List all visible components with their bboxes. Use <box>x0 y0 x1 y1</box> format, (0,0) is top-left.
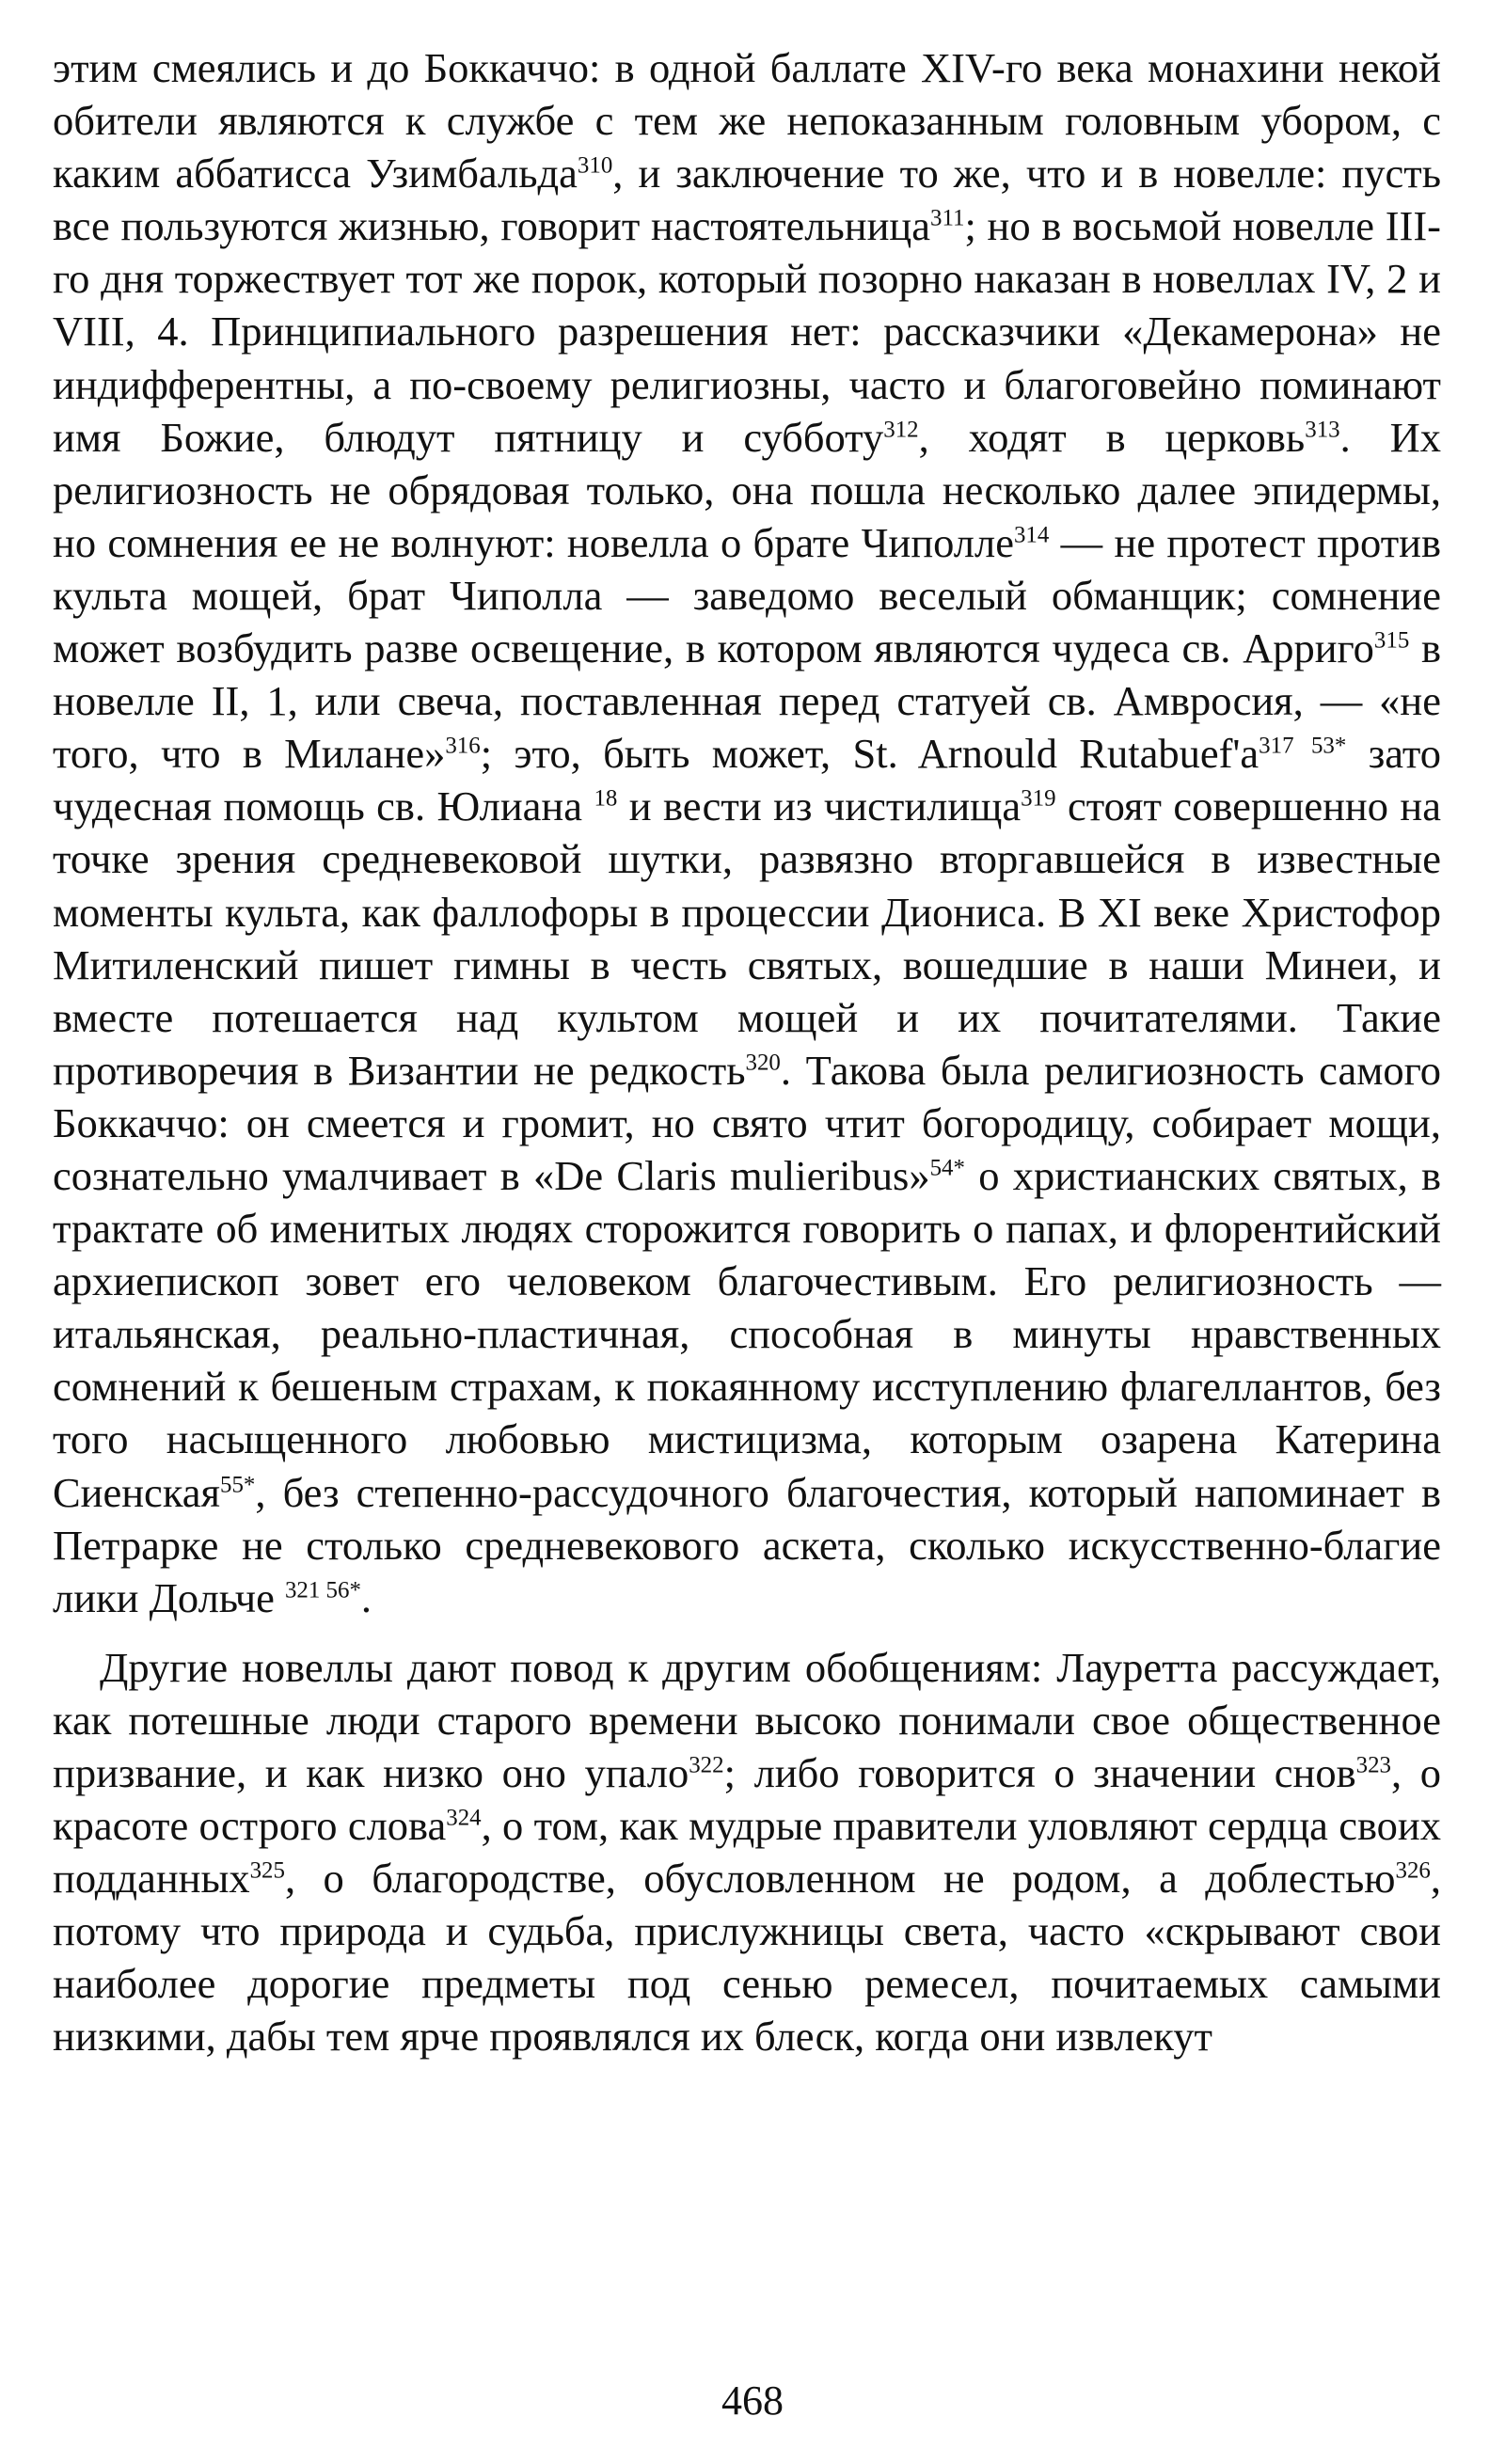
text-run: , о благородстве, обусловленном не родом, а доблестью <box>284 1855 1396 1903</box>
footnote-marker: 325 <box>249 1857 285 1884</box>
footnote-marker: 18 <box>594 785 618 812</box>
text-run: . Их религиозность не обрядовая только, она пошла несколько далее эпидермы, но сомнения ее не волнуют: новелла о брате Чиполле <box>53 413 1441 566</box>
footnote-marker: 322 <box>689 1752 724 1778</box>
text-run: , потому что природа и судьба, прислужницы света, часто «скрывают свои наиболее дорогие предметы под сенью ремесел, почитаемых самыми низкими, дабы тем ярче проявлялся их блеск, когда они извлекут <box>53 1855 1441 2061</box>
text-run: ; но в восьмой новелле III-го дня торжествует тот же порок, который позорно наказан в новеллах IV, 2 и VIII, 4. Принципиального разрешения нет: рассказчики «Декамерона» не индифферентны, а по-своему религиозны, часто и благоговейно поминают имя Божие, блюдут пятницу и субботу <box>53 202 1442 461</box>
footnote-marker: 313 <box>1305 417 1340 443</box>
text-run: , о том, как мудрые правители уловляют сердца своих подданных <box>53 1802 1441 1903</box>
footnote-marker: 326 <box>1395 1857 1431 1884</box>
footnote-marker: 324 <box>446 1805 482 1831</box>
footnote-marker: 320 <box>745 1050 781 1076</box>
footnote-marker: 314 <box>1013 522 1050 548</box>
footnote-marker: 323 <box>1355 1752 1391 1778</box>
footnote-marker: 312 <box>883 417 919 443</box>
text-run: , и заключение то же, что и в новелле: пусть все пользуются жизнью, говорит настоятельница <box>53 150 1441 250</box>
text-run: этим смеялись и до Боккаччо: в одной баллате XIV-го века монахини некой обители являются к службе с тем же непоказанным головным убором, с каким аббатисса Узимбальда <box>53 44 1441 197</box>
footnote-marker: 315 <box>1373 627 1410 654</box>
text-run: зато чудесная помощь св. Юлиана <box>53 730 1441 830</box>
text-run: — не протест против культа мощей, брат Чиполла — заведомо веселый обманщик; сомнение может возбудить разве освещение, в котором являются чудеса св. Арриго <box>53 518 1441 672</box>
footnote-marker: 321 56* <box>284 1577 361 1603</box>
text-run: . Такова была религиозность самого Боккаччо: он смеется и громит, но свято чтит богородицу, собирает мощи, сознательно умалчивает в «De Claris mulieribus» <box>53 1046 1441 1199</box>
footnote-marker: 317 53* <box>1259 733 1347 759</box>
text-run: ; либо говорится о значении снов <box>723 1749 1356 1796</box>
page-body <box>53 41 1441 2430</box>
text-run: стоят совершенно на точке зрения средневековой шутки, развязно вторгавшейся в известные моменты культа, как фаллофоры в процессии Диониса. В XI веке Христофор Митиленский пишет гимны в честь святых, вошедшие в наши Минеи, и вместе потешается над культом мощей и их почитателями. Такие противоречия в Византии не редкость <box>53 782 1441 1094</box>
footnote-marker: 54* <box>929 1155 965 1181</box>
text-run: о христианских святых, в трактате об именитых людях сторожится говорить о папах, и флорентийский архиепископ зовет его человеком благочестивым. Его религиозность — итальянская, реально-пластичная, способная в минуты нравственных сомнений к бешеным страхам, к покаянному исступлению флагеллантов, без того насыщенного любовью мистицизма, которым озарена Катерина Сиенская <box>53 1151 1441 1516</box>
footnote-marker: 319 <box>1021 785 1056 812</box>
text-run: ; это, быть может, St. Arnould Rutabuef'a <box>480 730 1259 778</box>
text-run: Другие новеллы дают повод к другим обобщениям: Лауретта рассуждает, как потешные люди старого времени высоко понимали свое общественное призвание, и как низко оно упало <box>53 1643 1441 1796</box>
text-run: , без степенно-рассудочного благочестия, который напоминает в Петрарке не столько средневекового аскета, сколько искусственно-благие лики Дольче <box>53 1468 1441 1621</box>
text-run: . <box>360 1573 372 1621</box>
text-run: , о красоте острого слова <box>53 1749 1442 1850</box>
paragraph <box>53 1641 1441 2063</box>
page-number: 468 <box>721 2377 784 2424</box>
footnote-marker: 55* <box>219 1472 256 1498</box>
text-run: и вести из чистилища <box>617 782 1022 830</box>
text-run: в новелле II, 1, или свеча, поставленная перед статуей св. Амвросия, — «не того, что в Милане» <box>53 624 1442 778</box>
paragraph <box>53 41 1441 1624</box>
text-run: , ходят в церковь <box>918 413 1306 461</box>
footnote-marker: 316 <box>445 733 481 759</box>
footnote-marker: 310 <box>577 152 613 179</box>
footnote-marker: 311 <box>930 205 965 231</box>
text-flow <box>53 41 1441 2063</box>
